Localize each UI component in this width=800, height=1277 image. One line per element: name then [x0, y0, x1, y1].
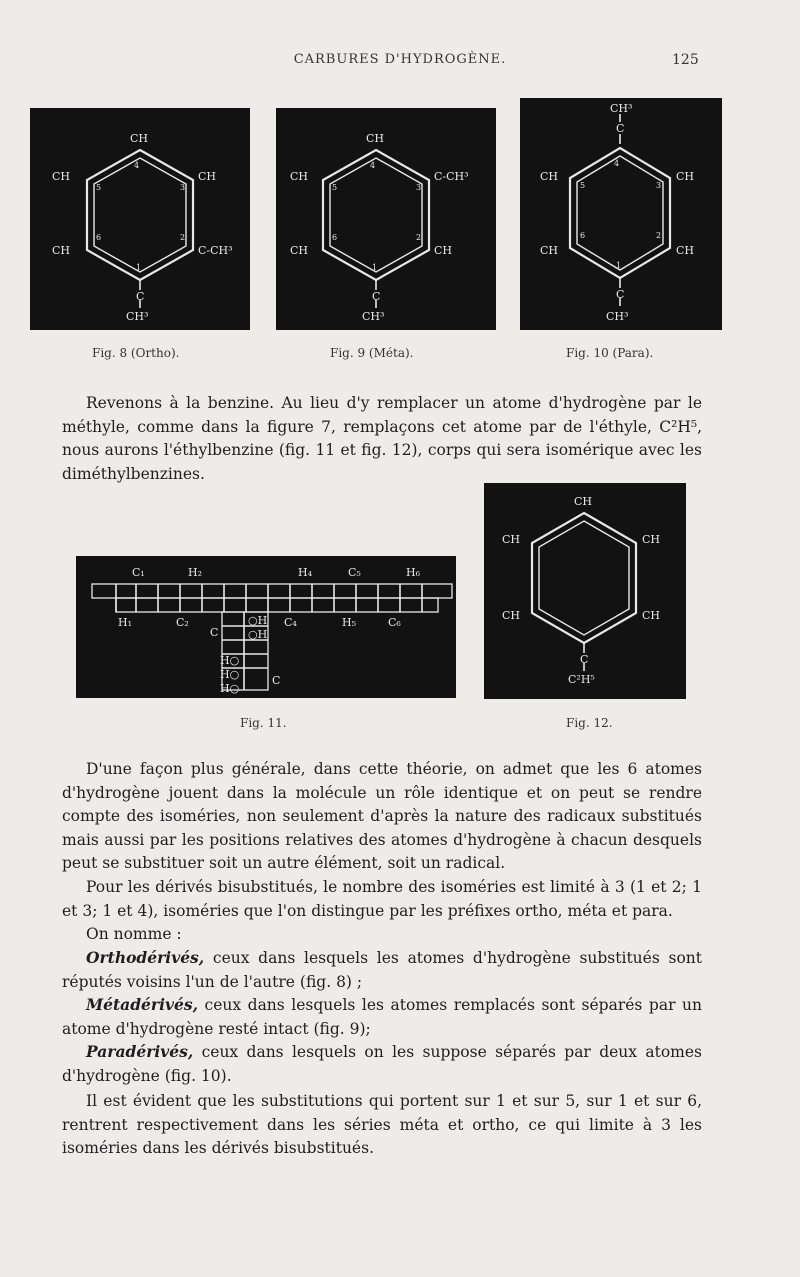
fig9-v4: CH [434, 244, 453, 257]
fig12-v5: CH [502, 609, 521, 622]
fig8-v4: C-CH³ [198, 244, 233, 257]
fig12-v3: CH [502, 533, 521, 546]
fig8-v1: CH [130, 132, 149, 145]
figure-11-plate [76, 556, 456, 698]
fig10-top-c: C [616, 122, 625, 135]
paragraph-conclusion: Il est évident que les substitutions qui portent sur 1 et sur 5, sur 1 et sur 6, rentrent respectivement dans les séries méta et ortho, ce qui limite à 3 les isoméries dans les dérivés bisubstitués. [62, 1092, 702, 1157]
fig10-v3: CH [676, 244, 695, 257]
figure-10-plate [520, 98, 722, 330]
figure-9-hexagon-diagram [276, 108, 496, 330]
fig8-sub-h: CH³ [126, 310, 149, 323]
term-metaderives: Métadérivés, [86, 995, 198, 1014]
fig8-v5: CH [52, 244, 71, 257]
fig10-v4: CH [540, 244, 559, 257]
term-orthoderives: Orthodérivés, [86, 948, 205, 967]
figure-12-plate [484, 483, 686, 699]
fig11-bottom-2: C₂ [176, 616, 189, 629]
fig8-n4: 4 [134, 161, 140, 170]
term-paraderives: Paradérivés, [86, 1042, 194, 1061]
figure-11-caption: Fig. 11. [240, 716, 287, 730]
fig8-n3: 3 [180, 183, 186, 192]
fig12-sub-c: C [580, 653, 589, 666]
fig12-v4: CH [642, 609, 661, 622]
fig10-n6: 6 [580, 231, 586, 240]
running-header: CARBURES D'HYDROGÈNE. [293, 52, 507, 67]
fig9-v5: CH [290, 244, 309, 257]
figure-11-grid-diagram [76, 556, 456, 698]
figure-12-hexagon-diagram [484, 483, 686, 699]
fig11-bottom-1: H₁ [118, 616, 133, 629]
fig11-ring-1: ○H [248, 614, 268, 627]
figure-9-plate [276, 108, 496, 330]
text-orthoderives: ceux dans lesquels les atomes d'hydrogène substitués sont réputés voisins l'un de l'autre (fig. 8) ; [62, 949, 702, 991]
fig10-n2: 2 [656, 231, 662, 240]
fig11-bottom-3: C [210, 626, 219, 639]
fig10-n4: 4 [614, 159, 620, 168]
fig8-v3: CH [52, 170, 71, 183]
fig10-sub-c: C [616, 288, 625, 301]
text-paraderives: ceux dans lesquels on les suppose séparés par deux atomes d'hydrogène (fig. 10). [62, 1043, 702, 1085]
fig11-bottom-5: H₅ [342, 616, 357, 629]
figure-9-caption: Fig. 9 (Méta). [330, 346, 414, 360]
figure-8-plate [30, 108, 250, 330]
fig10-n5: 5 [580, 181, 586, 190]
fig10-n1: 1 [616, 261, 622, 270]
fig10-top-h: CH³ [610, 102, 633, 115]
fig8-sub-c: C [136, 290, 145, 303]
page-number: 125 [672, 52, 699, 68]
figure-10-caption: Fig. 10 (Para). [566, 346, 654, 360]
fig8-n6: 6 [96, 233, 102, 242]
fig9-v3: CH [290, 170, 309, 183]
paragraph-bisubstitues: Pour les dérivés bisubstitués, le nombre des isoméries est limité à 3 (1 et 2; 1 et 3; 1 et 4), isoméries que l'on distingue par les préfixes ortho, méta et para. [62, 878, 702, 920]
paragraph-ethylbenzine: Revenons à la benzine. Au lieu d'y remplacer un atome d'hydrogène par le méthyle, comme dans la figure 7, remplaçons cet atome par de l'éthyle, C²H⁵, nous aurons l'éthylbenzine (fig. 11 et fig. 12), corps qui sera isomérique avec les diméthylbenzines. [62, 394, 702, 483]
figure-12-caption: Fig. 12. [566, 716, 613, 730]
paragraph-on-nomme: On nomme : [86, 925, 182, 943]
fig11-top-3: H₄ [298, 566, 313, 579]
fig11-top-2: H₂ [188, 566, 203, 579]
fig11-top-5: H₆ [406, 566, 421, 579]
fig11-bottom-4: C₄ [284, 616, 297, 629]
fig12-sub-h: C²H⁵ [568, 673, 595, 686]
fig10-v2: CH [540, 170, 559, 183]
fig9-n1: 1 [372, 263, 378, 272]
fig10-v1: CH [676, 170, 695, 183]
paragraph-meta [62, 993, 702, 1041]
fig11-stem-1: H○ [220, 654, 240, 667]
fig11-stem-3: H○ [220, 682, 240, 695]
fig11-bottom-6: C₆ [388, 616, 401, 629]
text-metaderives: ceux dans lesquels les atomes remplacés sont séparés par un atome d'hydrogène resté intact (fig. 9); [62, 996, 702, 1038]
fig10-sub-h: CH³ [606, 310, 629, 323]
fig9-v2: C-CH³ [434, 170, 469, 183]
fig9-n2: 2 [416, 233, 422, 242]
fig11-ring-2: ○H [248, 628, 268, 641]
fig9-sub-h: CH³ [362, 310, 385, 323]
fig8-n1: 1 [136, 263, 142, 272]
paragraph-isomeries-theory: D'une façon plus générale, dans cette théorie, on admet que les 6 atomes d'hydrogène jouent dans la molécule un rôle identique et on peut se rendre compte des isoméries, non seulement d'après la nature des radicaux substitués mais aussi par les positions relatives des atomes d'hydrogène à chacun desquels peut se substituer soit un autre élément, soit un radical. [62, 760, 702, 872]
fig11-stem-2: H○ [220, 668, 240, 681]
fig9-n4: 4 [370, 161, 376, 170]
fig9-n5: 5 [332, 183, 338, 192]
fig8-v2: CH [198, 170, 217, 183]
fig9-n6: 6 [332, 233, 338, 242]
fig9-v1: CH [366, 132, 385, 145]
fig11-side-c: C [272, 674, 281, 687]
fig11-top-4: C₅ [348, 566, 361, 579]
figure-10-hexagon-diagram [520, 98, 722, 330]
fig11-top-1: C₁ [132, 566, 145, 579]
figure-8-caption: Fig. 8 (Ortho). [92, 346, 180, 360]
figure-8-hexagon-diagram [30, 108, 250, 330]
fig12-v2: CH [642, 533, 661, 546]
fig9-n3: 3 [416, 183, 422, 192]
fig10-n3: 3 [656, 181, 662, 190]
fig8-n5: 5 [96, 183, 102, 192]
paragraph-para [62, 1040, 702, 1088]
fig8-n2: 2 [180, 233, 186, 242]
fig9-sub-c: C [372, 290, 381, 303]
paragraph-ortho [62, 946, 702, 994]
fig12-v1: CH [574, 495, 593, 508]
